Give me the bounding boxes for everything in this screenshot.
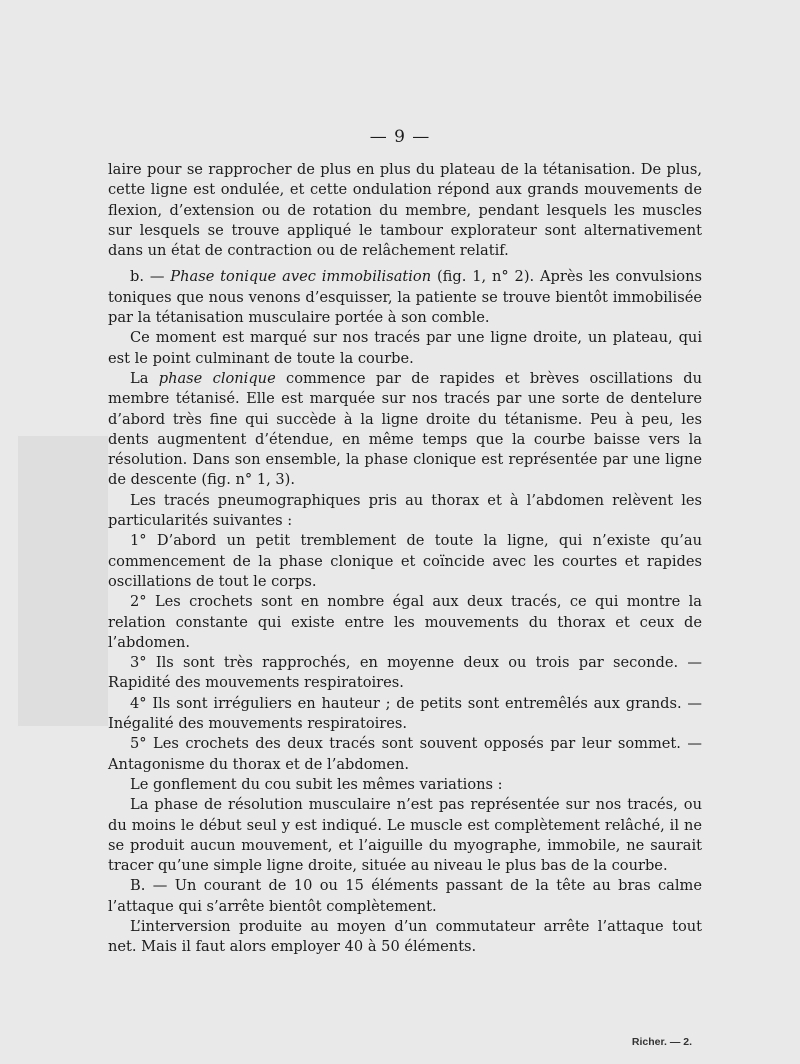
- bleed-through-shadow: [18, 436, 108, 726]
- paragraph: Le gonflement du cou subit les mêmes variations :: [130, 775, 503, 793]
- body-text: [108, 160, 702, 958]
- paragraph: [108, 267, 702, 328]
- page-number: — 9 —: [369, 127, 431, 147]
- list-item: 2° Les crochets sont en nombre égal aux deux tracés, ce qui montre la relation constante qui existe entre les mouvements du thorax et ceux de l’abdomen.: [108, 593, 702, 651]
- paragraph: Les tracés pneumographiques pris au thorax et à l’abdomen relèvent les particularités suivantes :: [108, 491, 702, 530]
- paragraph: B. — Un courant de 10 ou 15 éléments passant de la tête au bras calme l’attaque qui s’arrête bientôt complètement.: [108, 877, 702, 915]
- paragraph: La phase de résolution musculaire n’est pas représentée sur nos tracés, ou du moins le début seul y est indiqué. Le muscle est complètement relâché, il ne se produit aucun mouvement, et l’aiguille du myographe, immobile, ne saurait tracer qu’une simple ligne droite, située au niveau le plus bas de la courbe.: [108, 796, 702, 875]
- paragraph-text: (fig. 1, n° 2). Après les convulsions toniques que nous venons d’esquisser, la patiente se trouve bientôt immobilisée par la tétanisation musculaire portée à son comble.: [108, 268, 702, 327]
- list-item: 4° Ils sont irréguliers en hauteur ; de petits sont entremêlés aux grands. — Inégalité des mouvements respiratoires.: [108, 694, 702, 733]
- paragraph-prefix: La: [130, 369, 159, 387]
- paragraph: laire pour se rapprocher de plus en plus du plateau de la tétanisation. De plus, cette ligne est ondulée, et cette ondulation répond aux grands mouvements de flexion, d’extension ou de rotation du membre, pendant lesquels les muscles sur lesquels se trouve appliqué le tambour explorateur sont alternativement dans un état de contraction ou de relâchement relatif.: [108, 161, 702, 260]
- italic-term: phase clonique: [158, 369, 276, 387]
- list-item: 3° Ils sont très rapprochés, en moyenne deux ou trois par seconde. — Rapidité des mouvements respiratoires.: [108, 654, 702, 692]
- paragraph-text: commence par de rapides et brèves oscillations du membre tétanisé. Elle est marquée sur nos tracés par une sorte de dentelure d’abord très fine qui succède à la ligne droite du tétanisme. Peu à peu, les dents augmentent d’étendue, en même temps que la courbe baisse vers la résolution. Dans son ensemble, la phase clonique est représentée par une ligne de descente (fig. n° 1, 3).: [108, 369, 703, 489]
- paragraph: [108, 369, 702, 491]
- paragraph: Ce moment est marqué sur nos tracés par une ligne droite, un plateau, qui est le point culminant de toute la courbe.: [108, 329, 702, 367]
- list-item: 1° D’abord un petit tremblement de toute la ligne, qui n’existe qu’au commencement de la phase clonique et coïncide avec les courtes et rapides oscillations de tout le corps.: [108, 532, 702, 590]
- printer-signature: Richer. — 2.: [631, 1036, 692, 1048]
- italic-term: Phase tonique avec immobilisation: [170, 268, 432, 286]
- paragraph: L’interversion produite au moyen d’un commutateur arrête l’attaque tout net. Mais il faut alors employer 40 à 50 éléments.: [108, 917, 702, 956]
- list-item: 5° Les crochets des deux tracés sont souvent opposés par leur sommet. — Antagonisme du thorax et de l’abdomen.: [108, 735, 702, 773]
- paragraph-prefix: b. —: [130, 268, 171, 286]
